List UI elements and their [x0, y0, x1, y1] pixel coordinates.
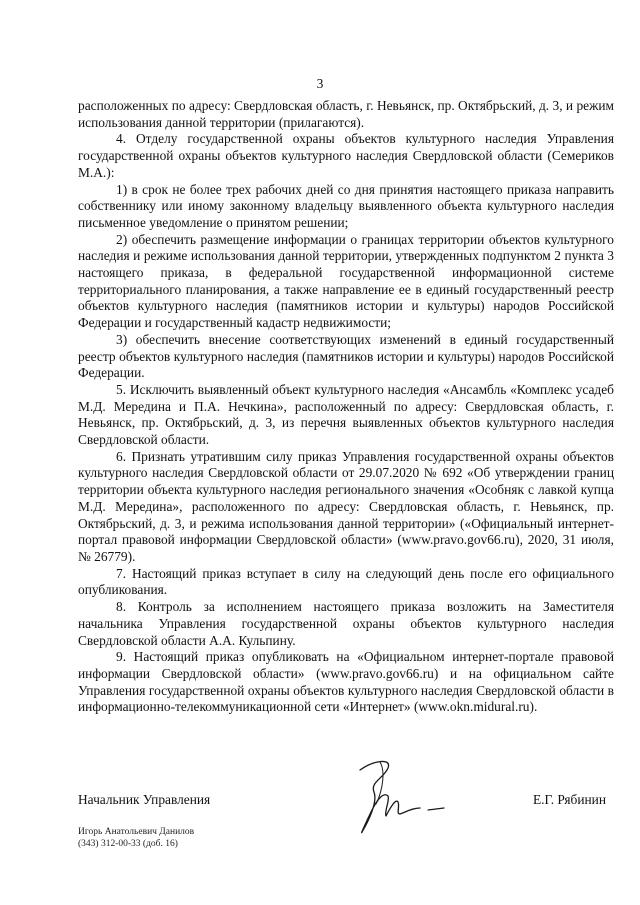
signatory-title: Начальник Управления: [78, 792, 211, 807]
page-number: 3: [316, 76, 324, 91]
signature-block: [78, 792, 614, 812]
paragraph-item-8: 8. Контроль за исполнением настоящего приказа возложить на Заместителя начальника Управления государственной охраны объектов культурного наследия Свердловской области А.А. Кульпину.: [78, 599, 614, 648]
signatory-name: Е.Г. Рябинин: [532, 792, 606, 807]
paragraph-item-7: 7. Настоящий приказ вступает в силу на следующий день после его официального опубликования.: [78, 565, 614, 598]
paragraph-subitem-3: 3) обеспечить внесение соответствующих изменений в единый государственный реестр объектов культурного наследия (памятников истории и культуры) народов Российской Федерации.: [78, 331, 614, 381]
executor-name: Игорь Анатольевич Данилов: [78, 827, 195, 837]
paragraph-item-9: 9. Настоящий приказ опубликовать на «Официальном интернет-портале правовой информации Свердловской области» (www.pravo.gov66.ru) и на официальном сайте Управления государственной охраны объектов культурного наследия Свердловской области в информационно-телекоммуникационной сети «Интернет» (www.okn.midural.ru).: [78, 649, 614, 715]
document-body: [78, 98, 614, 716]
paragraph-item-5: 5. Исключить выявленный объект культурного наследия «Ансамбль «Комплекс усадеб М.Д. Мередина и П.А. Нечкина», расположенный по адресу: Свердловская область, г. Невьянск, пр. Октябрьский, д. 3, из перечня выявленных объектов культурного наследия Свердловской области.: [78, 381, 614, 448]
paragraph-item-4: 4. Отделу государственной охраны объектов культурного наследия Управления государственной охраны объектов культурного наследия Свердловской области (Семериков М.А.):: [78, 131, 614, 180]
paragraph-subitem-1: 1) в срок не более трех рабочих дней со дня принятия настоящего приказа направить собственнику или иному законному владельцу выявленного объекта культурного наследия письменное уведомление о принятом решении;: [78, 181, 614, 230]
paragraph-item-6: 6. Признать утратившим силу приказ Управления государственной охраны объектов культурного наследия Свердловской области от 29.07.2020 № 692 «Об утверждении границ территории объекта культурного наследия регионального значения «Особняк с лавкой купца М.Д. Мередина», расположенного по адресу: Свердловская область, г. Невьянск, пр. Октябрьский, д. 3, и режима использования данной территории» («Официальный интернет-портал правовой информации Свердловской области» (www.pravo.gov66.ru), 2020, 31 июля, № 26779).: [78, 448, 614, 564]
executor-block: [78, 826, 194, 850]
paragraph-continuation: расположенных по адресу: Свердловская область, г. Невьянск, пр. Октябрьский, д. 3, и режим использования данной территории (прилагаются).: [78, 98, 614, 130]
paragraph-subitem-2: 2) обеспечить размещение информации о границах территории объектов культурного наследия и режиме использования данной территории, утвержденных подпунктом 2 пункта 3 настоящего приказа, в федеральной государственной информационной системе территориального планирования, а также направление ее в единый государственный реестр объектов культурного наследия (памятников истории и культуры) народов Российской Федерации и государственный кадастр недвижимости;: [78, 231, 614, 331]
executor-phone: (343) 312-00-33 (доб. 16): [78, 839, 178, 849]
